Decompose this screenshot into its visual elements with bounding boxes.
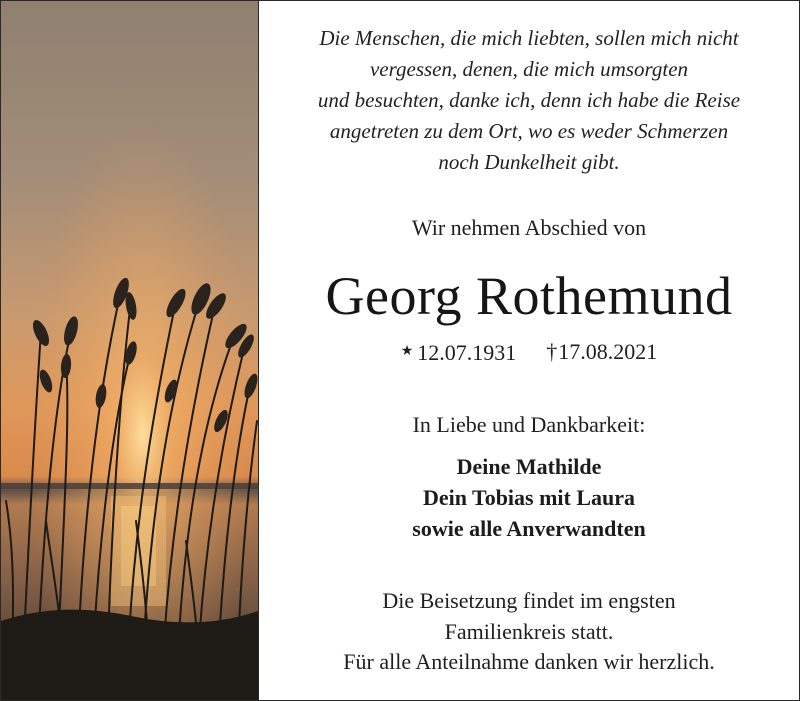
death-date: 17.08.2021 bbox=[558, 339, 658, 364]
birth-date-group bbox=[401, 337, 517, 368]
life-dates bbox=[259, 337, 799, 368]
mourners-list bbox=[259, 451, 799, 544]
obituary-text bbox=[259, 1, 799, 700]
mourner-entry: Dein Tobias mit Laura bbox=[422, 485, 636, 510]
poem-line: Die Menschen, die mich liebten, sollen mich nicht bbox=[319, 26, 739, 50]
memorial-poem bbox=[259, 23, 799, 178]
death-cross-icon: † bbox=[546, 339, 558, 364]
poem-line: noch Dunkelheit gibt. bbox=[438, 150, 620, 174]
deceased-name: Georg Rothemund bbox=[325, 266, 733, 326]
mourner-entry: sowie alle Anverwandten bbox=[412, 516, 646, 541]
closing-line: Für alle Anteilnahme danken wir herzlich. bbox=[343, 649, 715, 674]
poem-line: und besuchten, danke ich, denn ich habe die Reise bbox=[317, 88, 741, 112]
closing-line: Familienkreis statt. bbox=[444, 618, 614, 644]
birth-date: 12.07.1931 bbox=[417, 340, 517, 365]
mourner-entry: Deine Mathilde bbox=[456, 454, 602, 479]
poem-line: vergessen, denen, die mich umsorgten bbox=[369, 57, 689, 81]
sunset-reeds-photo bbox=[1, 1, 259, 700]
funeral-notice bbox=[259, 586, 799, 678]
farewell-intro: Wir nehmen Abschied von bbox=[411, 215, 647, 240]
death-date-group bbox=[546, 337, 657, 368]
poem-line: angetreten zu dem Ort, wo es weder Schmerzen bbox=[329, 119, 729, 143]
love-line: In Liebe und Dankbarkeit: bbox=[412, 412, 646, 437]
closing-line: Die Beisetzung findet im engsten bbox=[382, 588, 676, 613]
birth-star-icon: ★ bbox=[400, 344, 414, 359]
